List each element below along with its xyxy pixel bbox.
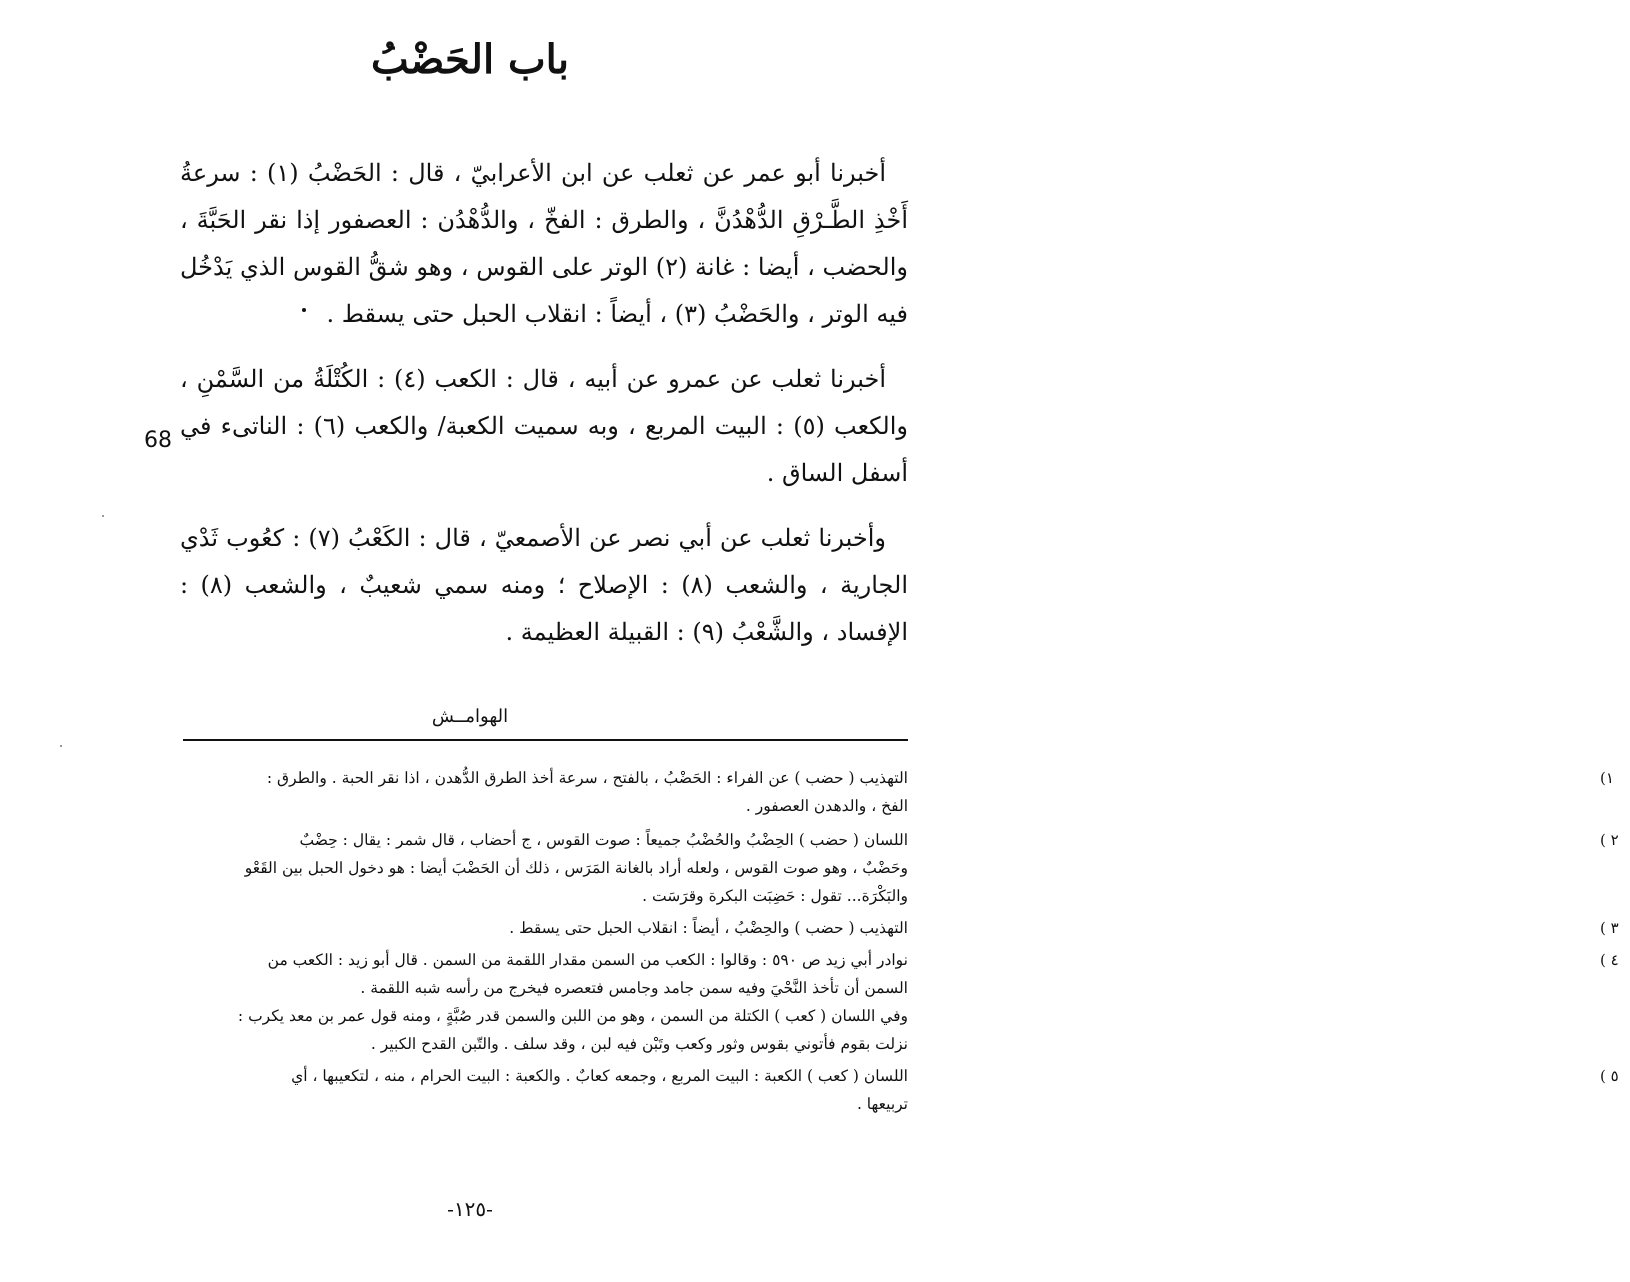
footnote-line: وفي اللسان ( كعب ) الكتلة من السمن ، وهو من اللبن والسمن قدر صُبَّةٍ ، ومنه قول عمر بن معد يكرب : (237, 1007, 908, 1025)
main-text (180, 150, 908, 674)
marginal-page-number: 68 (144, 428, 172, 453)
footnote-3 (180, 914, 1619, 942)
paragraph-3-text: وأخبرنا ثعلب عن أبي نصر عن الأصمعيّ ، قال : الكَعْبُ (٧) : كعُوب ثَدْي الجارية ، والشعب (٨) : الإصلاح ؛ ومنه سمي شعيبٌ ، والشعب (٨) : الإفساد ، والشَّعْبُ (٩) : القبيلة العظيمة . (180, 524, 909, 646)
footnote-number: ٢ ) (1600, 831, 1619, 849)
paragraph-2 (180, 356, 908, 497)
footnote-line: الفخ ، والدهدن العصفور . (745, 797, 908, 815)
ink-dot (302, 308, 306, 312)
notes-heading: الهوامــش (431, 706, 509, 727)
paragraph-1 (180, 150, 908, 338)
footnote-4 (180, 946, 1619, 1058)
footnote-line: اللسان ( حضب ) الحِضْبُ والحُضْبُ جميعاً : صوت القوس ، ج أحضاب ، قال شمر : يقال : حِضْبٌ (299, 831, 908, 849)
footnote-line: نزلت بقوم فأتوني بقوس وثور وكعب وتَبْن فيه لبن ، وقد سلف . والتّبن القدح الكبير . (370, 1035, 908, 1053)
footnote-divider (183, 739, 908, 741)
paragraph-1-text: أخبرنا أبو عمر عن ثعلب عن ابن الأعرابيّ ، قال : الحَضْبُ (١) : سرعةُ أَخْذِ الطَّـرْقِ الدُّهْدُنَّ ، والطرق : الفخّ ، والدُّهْدُن : العصفور إذا نقر الحَبَّةَ ، والحضب ، أيضا : غانة (٢) الوتر على القوس ، وهو شقُّ القوس الذي يَدْخُل فيه الوتر ، والحَضْبُ (٣) ، أيضاً : انقلاب الحبل حتى يسقط . (180, 159, 908, 328)
footnote-line: اللسان ( كعب ) الكعبة : البيت المربع ، وجمعه كعابٌ . والكعبة : البيت الحرام ، منه ، لتكعيبها ، أي (291, 1067, 908, 1085)
footnote-number: ٤ ) (1600, 951, 1619, 969)
page-number: -١٢٥- (447, 1197, 493, 1221)
footnote-line: التهذيب ( حضب ) عن الفراء : الحَضْبُ ، بالفتح ، سرعة أخذ الطرق الدُّهدن ، اذا نقر الحبة . والطرق : (266, 769, 908, 787)
footnote-5 (180, 1062, 1619, 1118)
ink-speck (60, 745, 62, 747)
ink-speck (102, 515, 104, 517)
footnote-line: نوادر أبي زيد ص ٥٩٠ : وقالوا : الكعب من السمن مقدار اللقمة من السمن . قال أبو زيد : الكعب من (267, 951, 908, 969)
footnote-number: ٣ ) (1600, 919, 1619, 937)
footnote-line: تربيعها . (856, 1095, 908, 1113)
footnote-number: ١) (1600, 769, 1614, 787)
paragraph-2-text: أخبرنا ثعلب عن عمرو عن أبيه ، قال : الكعب (٤) : الكُتْلَةُ من السَّمْنِ ، والكعب (٥) : البيت المربع ، وبه سميت الكعبة/ والكعب (٦) : الناتىء في أسفل الساق . (180, 365, 908, 487)
footnote-line: وحَضْبٌ ، وهو صوت القوس ، ولعله أراد بالغانة المَرَس ، ذلك أن الحَضْبَ أيضا : هو دخول الحبل بين القَعْو (244, 859, 908, 877)
footnote-2 (180, 826, 1619, 910)
footnotes (180, 764, 1619, 1118)
chapter-title: باب الحَضْبُ (371, 36, 569, 83)
footnote-1 (180, 764, 1614, 820)
paragraph-3 (180, 515, 908, 656)
footnote-line: السمن أن تأخذ النَّحْيَ وفيه سمن جامد وجامس فتعصره فيخرج من رأسه شبه اللقمة . (360, 979, 908, 997)
footnote-line: والبَكْرَة... تقول : حَضِبَت البكرة وقرَسَت . (642, 887, 908, 905)
footnote-number: ٥ ) (1600, 1067, 1619, 1085)
footnote-line: التهذيب ( حضب ) والحِضْبُ ، أيضاً : انقلاب الحبل حتى يسقط . (509, 919, 908, 937)
